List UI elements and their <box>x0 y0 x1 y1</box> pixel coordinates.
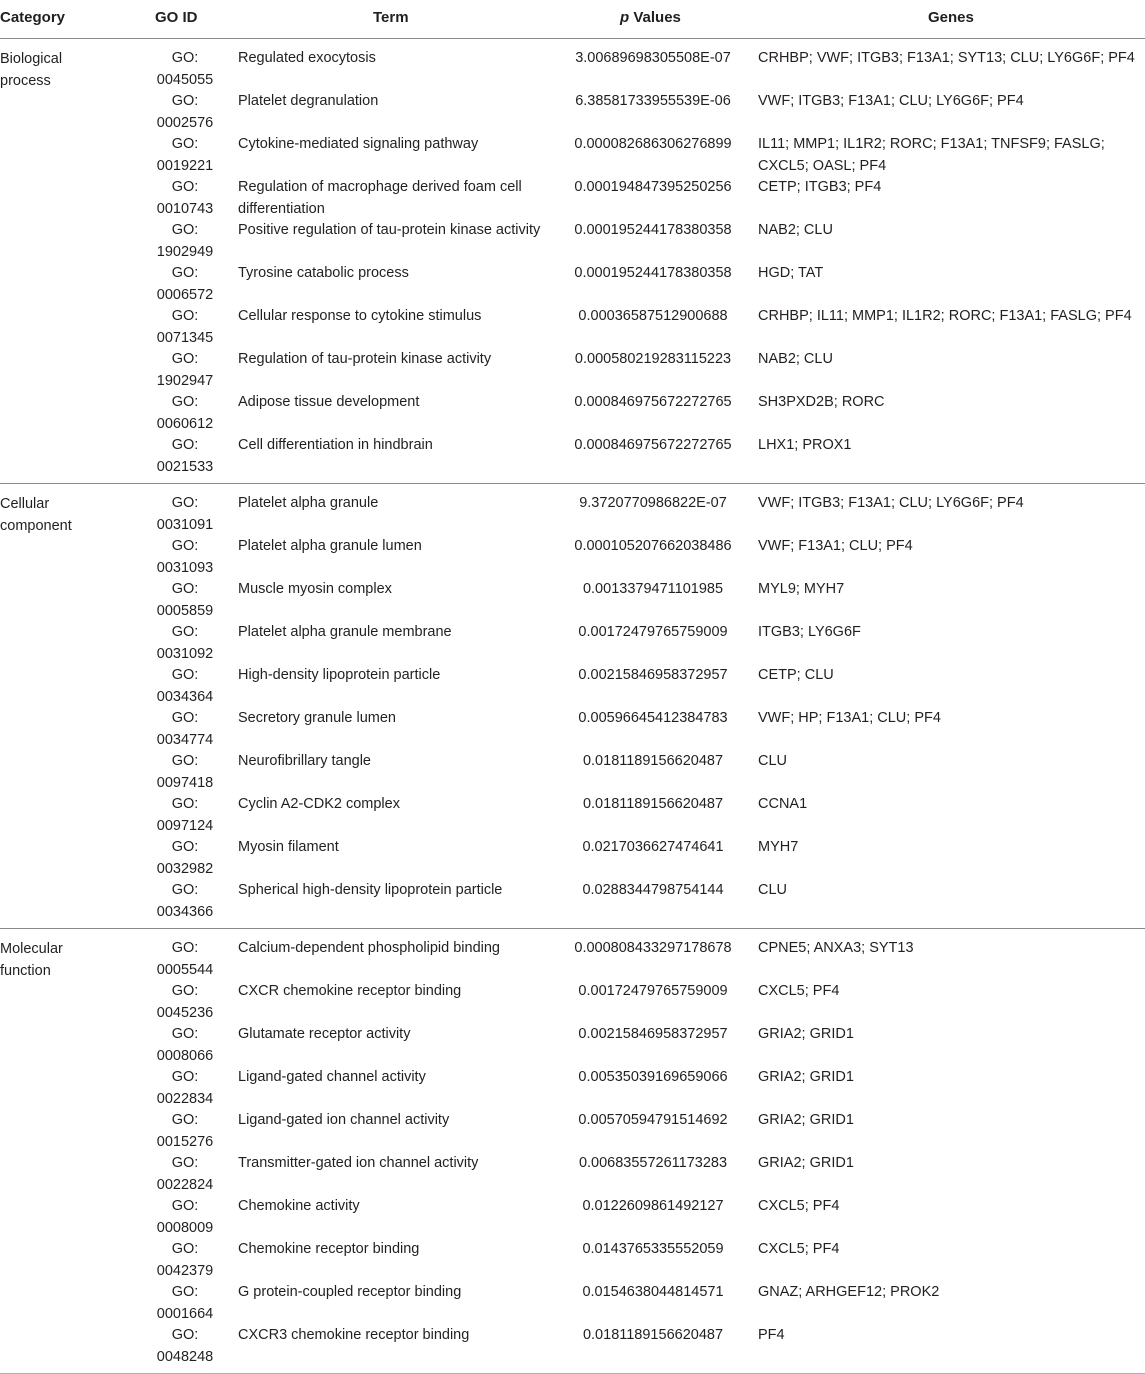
table-row <box>0 938 1145 981</box>
go-id-cell: GO: 1902949 <box>156 222 214 260</box>
p-value-cell: 9.3720770986822E-07 <box>579 495 727 511</box>
p-value-cell: 0.0288344798754144 <box>582 882 724 898</box>
term-cell: Ligand-gated channel activity <box>238 1069 426 1085</box>
p-value-cell: 0.000105207662038486 <box>574 538 732 554</box>
table-row <box>0 177 1145 220</box>
table-row <box>0 622 1145 665</box>
table-row <box>0 1325 1145 1368</box>
p-value-cell: 0.00036587512900688 <box>578 308 728 324</box>
term-cell: Spherical high-density lipoprotein particle <box>238 882 503 898</box>
table-row <box>0 665 1145 708</box>
genes-cell: SH3PXD2B; RORC <box>758 394 885 410</box>
header-p-values <box>620 9 681 26</box>
table-row <box>0 91 1145 134</box>
term-cell: Regulation of macrophage derived foam cell differentiation <box>238 179 522 217</box>
genes-cell: CETP; CLU <box>758 667 834 683</box>
p-value-cell: 0.000846975672272765 <box>574 394 732 410</box>
term-cell: Regulated exocytosis <box>238 50 376 66</box>
genes-cell: CCNA1 <box>758 796 808 812</box>
table-row <box>0 1282 1145 1325</box>
table-row <box>0 220 1145 263</box>
header-term: Term <box>373 9 409 26</box>
table-row <box>0 349 1145 392</box>
p-value-cell: 0.00596645412384783 <box>578 710 728 726</box>
go-id-cell: GO: 0005859 <box>156 581 214 619</box>
table-row <box>0 392 1145 435</box>
genes-cell: GRIA2; GRID1 <box>758 1069 854 1085</box>
go-id-cell: GO: 0015276 <box>156 1112 214 1150</box>
table-row <box>0 263 1145 306</box>
term-cell: Ligand-gated ion channel activity <box>238 1112 450 1128</box>
go-id-cell: GO: 0034774 <box>156 710 214 748</box>
go-id-cell: GO: 0001664 <box>156 1284 214 1322</box>
go-id-cell: GO: 0021533 <box>156 437 214 475</box>
term-cell: G protein-coupled receptor binding <box>238 1284 462 1300</box>
genes-cell: VWF; ITGB3; F13A1; CLU; LY6G6F; PF4 <box>758 495 1024 511</box>
p-value-cell: 0.0181189156620487 <box>582 796 724 812</box>
p-value-cell: 0.000194847395250256 <box>574 179 732 195</box>
go-id-cell: GO: 0071345 <box>156 308 214 346</box>
go-id-cell: GO: 0031092 <box>156 624 214 662</box>
go-id-cell: GO: 0031093 <box>156 538 214 576</box>
header-p-italic: p <box>620 9 630 26</box>
term-cell: Tyrosine catabolic process <box>238 265 409 281</box>
p-value-cell: 0.000195244178380358 <box>574 222 732 238</box>
term-cell: Platelet alpha granule <box>238 495 379 511</box>
header-genes: Genes <box>928 9 974 26</box>
header-go-id: GO ID <box>155 9 198 26</box>
table-row <box>0 306 1145 349</box>
table-row <box>0 880 1145 923</box>
header-p-rest: Values <box>629 9 681 26</box>
go-id-cell: GO: 0005544 <box>156 940 214 978</box>
term-cell: Adipose tissue development <box>238 394 420 410</box>
table-row <box>0 981 1145 1024</box>
table-header-row <box>0 0 1145 39</box>
genes-cell: VWF; ITGB3; F13A1; CLU; LY6G6F; PF4 <box>758 93 1024 109</box>
go-id-cell: GO: 0045236 <box>156 983 214 1021</box>
table-row <box>0 1067 1145 1110</box>
genes-cell: CETP; ITGB3; PF4 <box>758 179 882 195</box>
term-cell: Cyclin A2-CDK2 complex <box>238 796 400 812</box>
go-id-cell: GO: 0048248 <box>156 1327 214 1365</box>
go-id-cell: GO: 0097124 <box>156 796 214 834</box>
header-category: Category <box>0 9 66 26</box>
p-value-cell: 0.00215846958372957 <box>578 1026 728 1042</box>
term-cell: Myosin filament <box>238 839 339 855</box>
table-row <box>0 48 1145 91</box>
table-row <box>0 794 1145 837</box>
genes-cell: HGD; TAT <box>758 265 824 281</box>
term-cell: CXCR3 chemokine receptor binding <box>238 1327 470 1343</box>
table-row <box>0 493 1145 536</box>
table-row <box>0 837 1145 880</box>
term-cell: Secretory granule lumen <box>238 710 396 726</box>
go-id-cell: GO: 0019221 <box>156 136 214 174</box>
genes-cell: CRHBP; IL11; MMP1; IL1R2; RORC; F13A1; FASLG; PF4 <box>758 308 1132 324</box>
p-value-cell: 0.00172479765759009 <box>578 624 728 640</box>
go-id-cell: GO: 0045055 <box>156 50 214 88</box>
genes-cell: CXCL5; PF4 <box>758 1198 840 1214</box>
table-row <box>0 751 1145 794</box>
genes-cell: ITGB3; LY6G6F <box>758 624 861 640</box>
p-value-cell: 0.0143765335552059 <box>582 1241 724 1257</box>
p-value-cell: 0.00215846958372957 <box>578 667 728 683</box>
p-value-cell: 0.00172479765759009 <box>578 983 728 999</box>
term-cell: CXCR chemokine receptor binding <box>238 983 462 999</box>
table-row <box>0 1110 1145 1153</box>
p-value-cell: 0.0181189156620487 <box>582 753 724 769</box>
genes-cell: IL11; MMP1; IL1R2; RORC; F13A1; TNFSF9; FASLG; CXCL5; OASL; PF4 <box>758 136 1105 174</box>
go-id-cell: GO: 0042379 <box>156 1241 214 1279</box>
genes-cell: VWF; HP; F13A1; CLU; PF4 <box>758 710 941 726</box>
go-id-cell: GO: 0034366 <box>156 882 214 920</box>
table-row <box>0 134 1145 177</box>
category-label: Cellular component <box>0 496 72 534</box>
p-value-cell: 0.0122609861492127 <box>582 1198 724 1214</box>
table-row <box>0 536 1145 579</box>
genes-cell: VWF; F13A1; CLU; PF4 <box>758 538 913 554</box>
genes-cell: GNAZ; ARHGEF12; PROK2 <box>758 1284 940 1300</box>
p-value-cell: 0.0013379471101985 <box>582 581 724 597</box>
go-id-cell: GO: 0022834 <box>156 1069 214 1107</box>
term-cell: Transmitter-gated ion channel activity <box>238 1155 479 1171</box>
go-id-cell: GO: 1902947 <box>156 351 214 389</box>
term-cell: Platelet alpha granule lumen <box>238 538 422 554</box>
table-row <box>0 1153 1145 1196</box>
genes-cell: CPNE5; ANXA3; SYT13 <box>758 940 914 956</box>
table-row <box>0 435 1145 478</box>
p-value-cell: 0.00683557261173283 <box>578 1155 728 1171</box>
go-id-cell: GO: 0031091 <box>156 495 214 533</box>
table-row <box>0 1196 1145 1239</box>
genes-cell: GRIA2; GRID1 <box>758 1026 854 1042</box>
table-section <box>0 39 1145 484</box>
p-value-cell: 0.000580219283115223 <box>574 351 732 367</box>
genes-cell: CLU <box>758 882 788 898</box>
genes-cell: CRHBP; VWF; ITGB3; F13A1; SYT13; CLU; LY6G6F; PF4 <box>758 50 1135 66</box>
genes-cell: NAB2; CLU <box>758 222 833 238</box>
go-id-cell: GO: 0008009 <box>156 1198 214 1236</box>
term-cell: Platelet alpha granule membrane <box>238 624 452 640</box>
genes-cell: CLU <box>758 753 788 769</box>
category-label: Molecular function <box>0 941 63 979</box>
p-value-cell: 0.000195244178380358 <box>574 265 732 281</box>
genes-cell: MYL9; MYH7 <box>758 581 845 597</box>
term-cell: Cellular response to cytokine stimulus <box>238 308 482 324</box>
term-cell: Muscle myosin complex <box>238 581 392 597</box>
table-row <box>0 579 1145 622</box>
p-value-cell: 0.0217036627474641 <box>582 839 724 855</box>
genes-cell: CXCL5; PF4 <box>758 1241 840 1257</box>
go-id-cell: GO: 0010743 <box>156 179 214 217</box>
go-id-cell: GO: 0032982 <box>156 839 214 877</box>
go-id-cell: GO: 0060612 <box>156 394 214 432</box>
p-value-cell: 0.00535039169659066 <box>578 1069 728 1085</box>
table-section <box>0 484 1145 929</box>
genes-cell: MYH7 <box>758 839 799 855</box>
p-value-cell: 6.38581733955539E-06 <box>575 93 731 109</box>
go-id-cell: GO: 0034364 <box>156 667 214 705</box>
term-cell: Cytokine-mediated signaling pathway <box>238 136 479 152</box>
p-value-cell: 0.000082686306276899 <box>574 136 732 152</box>
go-id-cell: GO: 0097418 <box>156 753 214 791</box>
table-row <box>0 708 1145 751</box>
genes-cell: PF4 <box>758 1327 785 1343</box>
term-cell: Cell differentiation in hindbrain <box>238 437 433 453</box>
go-id-cell: GO: 0006572 <box>156 265 214 303</box>
go-id-cell: GO: 0002576 <box>156 93 214 131</box>
term-cell: Chemokine receptor binding <box>238 1241 420 1257</box>
p-value-cell: 0.000846975672272765 <box>574 437 732 453</box>
genes-cell: GRIA2; GRID1 <box>758 1112 854 1128</box>
table-row <box>0 1024 1145 1067</box>
term-cell: High-density lipoprotein particle <box>238 667 441 683</box>
table-body <box>0 39 1145 1374</box>
go-id-cell: GO: 0022824 <box>156 1155 214 1193</box>
p-value-cell: 0.00570594791514692 <box>578 1112 728 1128</box>
p-value-cell: 0.000808433297178678 <box>574 940 732 956</box>
p-value-cell: 0.0154638044814571 <box>582 1284 724 1300</box>
category-label: Biological process <box>0 51 63 89</box>
term-cell: Positive regulation of tau-protein kinase activity <box>238 222 541 238</box>
genes-cell: CXCL5; PF4 <box>758 983 840 999</box>
genes-cell: LHX1; PROX1 <box>758 437 852 453</box>
genes-cell: GRIA2; GRID1 <box>758 1155 854 1171</box>
term-cell: Neurofibrillary tangle <box>238 753 371 769</box>
term-cell: Glutamate receptor activity <box>238 1026 411 1042</box>
term-cell: Platelet degranulation <box>238 93 379 109</box>
table-row <box>0 1239 1145 1282</box>
term-cell: Chemokine activity <box>238 1198 360 1214</box>
term-cell: Regulation of tau-protein kinase activity <box>238 351 492 367</box>
table-section <box>0 929 1145 1374</box>
go-id-cell: GO: 0008066 <box>156 1026 214 1064</box>
genes-cell: NAB2; CLU <box>758 351 833 367</box>
p-value-cell: 0.0181189156620487 <box>582 1327 724 1343</box>
p-value-cell: 3.00689698305508E-07 <box>575 50 731 66</box>
term-cell: Calcium-dependent phospholipid binding <box>238 940 500 956</box>
